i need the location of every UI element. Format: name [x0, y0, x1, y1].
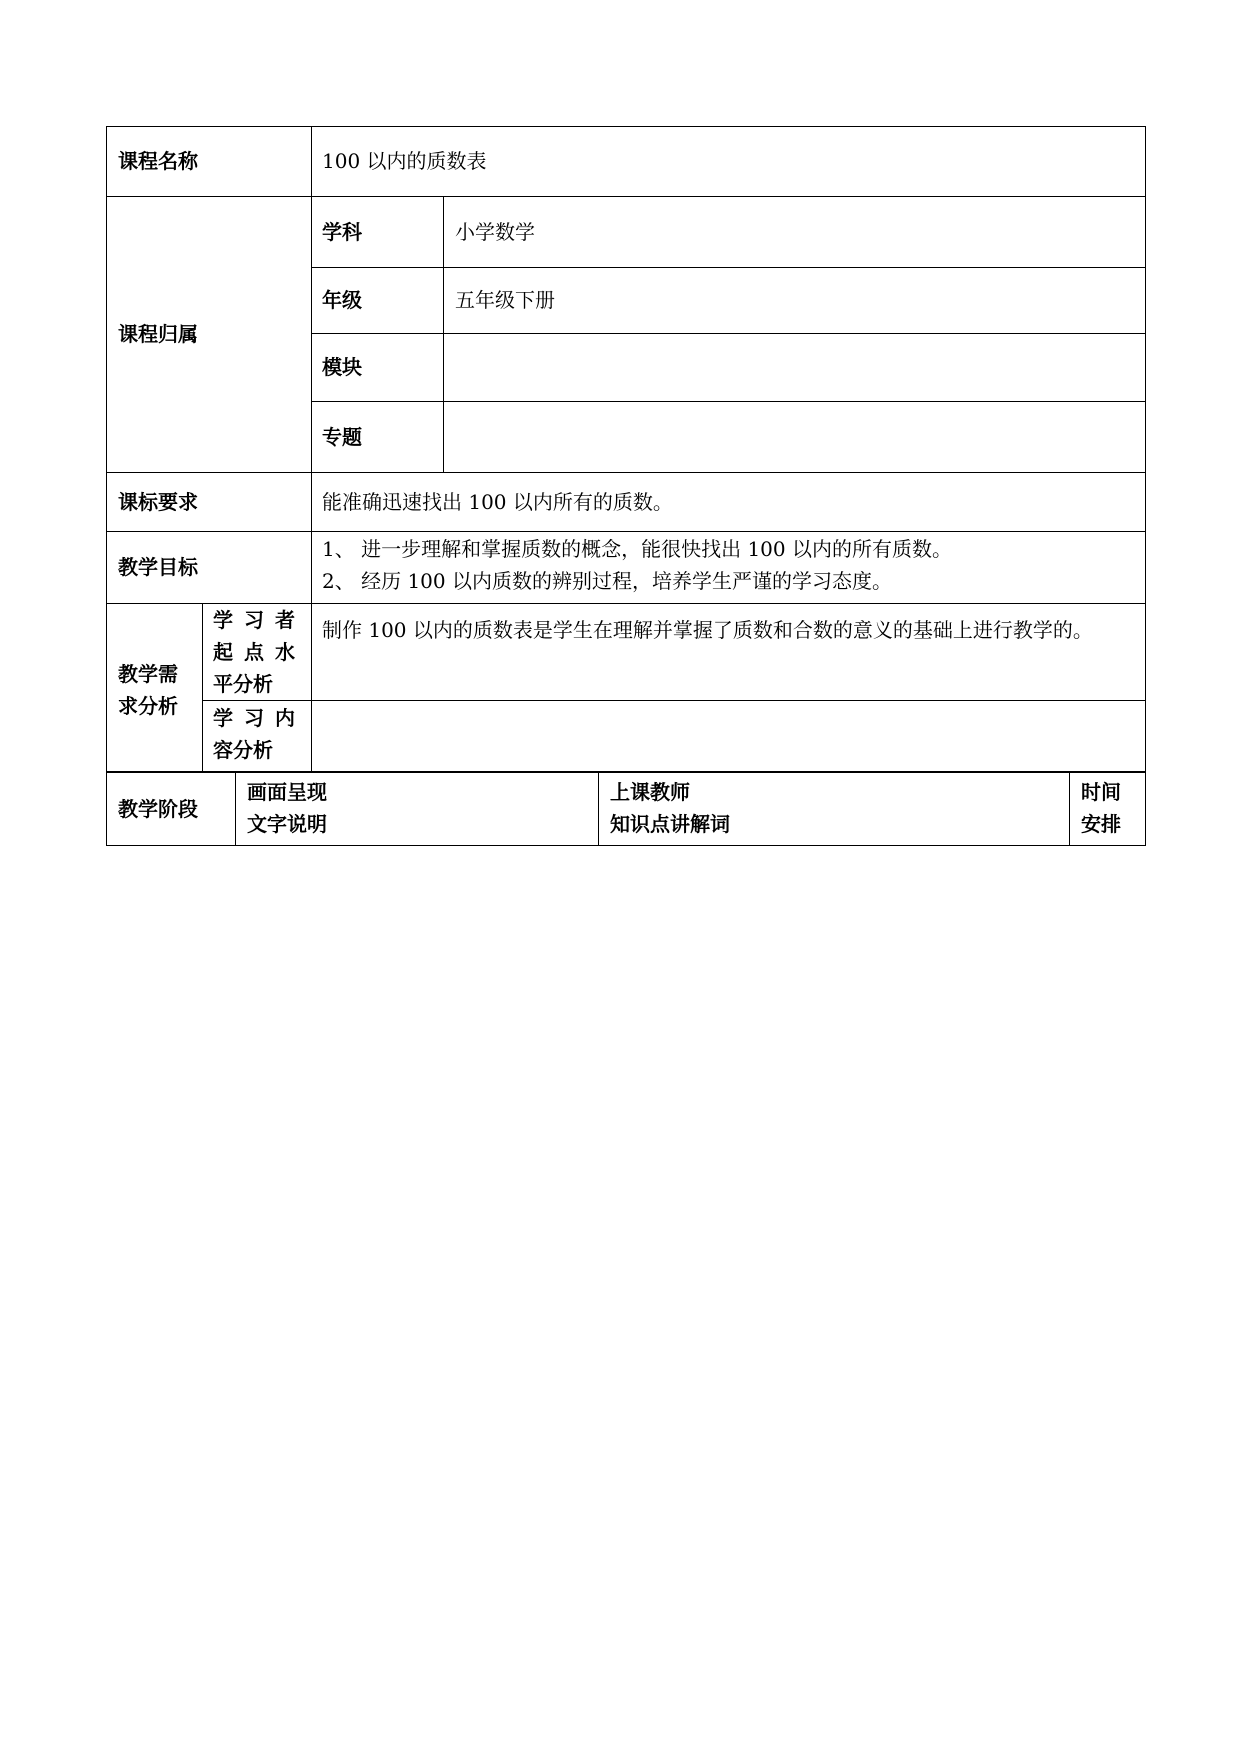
goal-item: 2、 经历 100 以内质数的辨别过程，培养学生严谨的学习态度。	[322, 569, 892, 593]
col-divider	[311, 126, 312, 603]
course-belonging-label: 课程归属	[118, 322, 198, 346]
subject-label: 学科	[322, 219, 362, 244]
row-divider	[106, 771, 1146, 773]
col-divider	[598, 772, 599, 846]
col-divider	[443, 196, 444, 472]
course-name-label: 课程名称	[118, 149, 198, 173]
module-value	[455, 333, 1135, 401]
col-divider	[202, 603, 203, 771]
content-label-line: 学习内	[213, 706, 306, 730]
module-label: 模块	[322, 355, 362, 379]
stage-col-header-line: 安排	[1081, 812, 1121, 836]
row-divider	[202, 700, 1146, 701]
stage-col-header-line: 文字说明	[247, 812, 327, 836]
grade-label: 年级	[322, 288, 362, 312]
stage-col-header-line: 时间	[1081, 780, 1121, 804]
table-border-left	[106, 126, 107, 846]
table-border-bottom	[106, 845, 1146, 846]
standard-value: 能准确迅速找出 100 以内所有的质数。	[322, 489, 673, 514]
col-divider	[311, 603, 312, 771]
standard-label: 课标要求	[118, 489, 198, 514]
stage-col-header-line: 知识点讲解词	[610, 812, 730, 836]
needs-label-line: 求分析	[118, 694, 178, 718]
col-divider	[235, 772, 236, 846]
goal-item: 1、 进一步理解和掌握质数的概念，能很快找出 100 以内的所有质数。	[322, 537, 952, 561]
content-analysis-value	[322, 704, 1134, 768]
course-name-value: 100 以内的质数表	[322, 149, 487, 173]
table-border-right	[1145, 126, 1146, 846]
stage-label: 教学阶段	[118, 797, 198, 821]
goals-label: 教学目标	[118, 555, 198, 579]
learner-label-line: 平分析	[213, 672, 273, 696]
topic-label: 专题	[322, 424, 362, 449]
learner-label-line: 学习者	[213, 608, 306, 632]
stage-col-header-line: 画面呈现	[247, 780, 327, 804]
stage-col-header-line: 上课教师	[610, 780, 690, 804]
lesson-plan-table	[106, 126, 1146, 846]
needs-label-line: 教学需	[118, 662, 178, 686]
col-divider	[1069, 772, 1070, 846]
subject-value: 小学数学	[455, 219, 535, 244]
learner-label-line: 起点水	[213, 640, 306, 664]
grade-value: 五年级下册	[455, 288, 555, 312]
content-label-line: 容分析	[213, 738, 273, 762]
learner-analysis-value: 制作 100 以内的质数表是学生在理解并掌握了质数和合数的意义的基础上进行教学的。	[322, 618, 1093, 642]
topic-value	[455, 401, 1135, 472]
